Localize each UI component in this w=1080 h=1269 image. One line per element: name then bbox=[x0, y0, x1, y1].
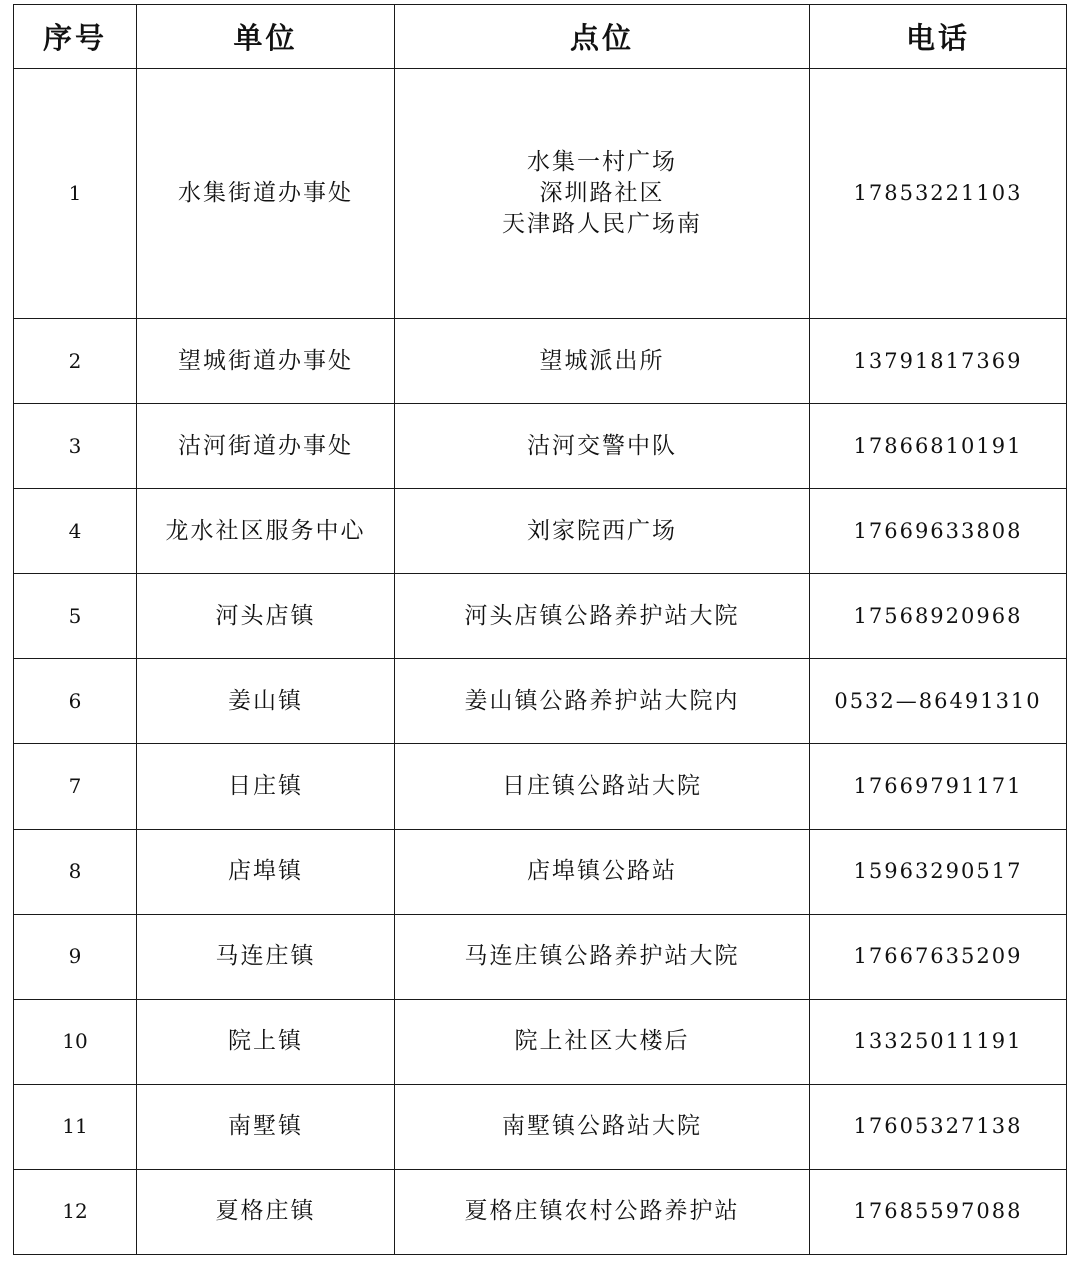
cell-index: 8 bbox=[14, 829, 137, 914]
cell-location bbox=[395, 574, 810, 659]
cell-index: 5 bbox=[14, 574, 137, 659]
cell-index: 6 bbox=[14, 659, 137, 744]
location-line: 天津路人民广场南 bbox=[502, 210, 702, 237]
cell-phone: 17853221103 bbox=[810, 69, 1067, 319]
header-index: 序号 bbox=[14, 5, 137, 69]
cell-phone: 0532—86491310 bbox=[810, 659, 1067, 744]
table-row bbox=[14, 829, 1067, 914]
location-line: 日庄镇公路站大院 bbox=[502, 772, 702, 799]
cell-location bbox=[395, 318, 810, 403]
cell-index: 4 bbox=[14, 489, 137, 574]
cell-phone: 17866810191 bbox=[810, 404, 1067, 489]
location-line: 马连庄镇公路养护站大院 bbox=[464, 943, 740, 970]
cell-unit: 沽河街道办事处 bbox=[137, 404, 395, 489]
cell-phone: 17605327138 bbox=[810, 1084, 1067, 1169]
location-line: 深圳路社区 bbox=[539, 179, 665, 206]
location-line: 姜山镇公路养护站大院内 bbox=[464, 687, 740, 714]
table-row bbox=[14, 744, 1067, 829]
cell-index: 10 bbox=[14, 999, 137, 1084]
table-row bbox=[14, 69, 1067, 319]
table-row bbox=[14, 489, 1067, 574]
cell-unit: 南墅镇 bbox=[137, 1084, 395, 1169]
table-row bbox=[14, 404, 1067, 489]
location-line: 河头店镇公路养护站大院 bbox=[464, 602, 740, 629]
table-header bbox=[14, 5, 1067, 69]
contact-table-container bbox=[13, 4, 1066, 1255]
cell-index: 3 bbox=[14, 404, 137, 489]
cell-unit: 马连庄镇 bbox=[137, 914, 395, 999]
cell-index: 12 bbox=[14, 1169, 137, 1254]
cell-location bbox=[395, 1084, 810, 1169]
cell-phone: 17667635209 bbox=[810, 914, 1067, 999]
cell-location bbox=[395, 829, 810, 914]
cell-unit: 河头店镇 bbox=[137, 574, 395, 659]
header-unit: 单位 bbox=[137, 5, 395, 69]
cell-location bbox=[395, 69, 810, 319]
location-line: 水集一村广场 bbox=[527, 148, 677, 175]
cell-unit: 夏格庄镇 bbox=[137, 1169, 395, 1254]
cell-unit: 望城街道办事处 bbox=[137, 318, 395, 403]
cell-location bbox=[395, 914, 810, 999]
cell-index: 11 bbox=[14, 1084, 137, 1169]
cell-unit: 院上镇 bbox=[137, 999, 395, 1084]
cell-unit: 水集街道办事处 bbox=[137, 69, 395, 319]
cell-unit: 店埠镇 bbox=[137, 829, 395, 914]
cell-phone: 17669791171 bbox=[810, 744, 1067, 829]
location-line: 店埠镇公路站 bbox=[527, 858, 677, 885]
cell-location bbox=[395, 404, 810, 489]
table-body bbox=[14, 69, 1067, 1255]
header-phone: 电话 bbox=[810, 5, 1067, 69]
table-row bbox=[14, 999, 1067, 1084]
cell-phone: 13791817369 bbox=[810, 318, 1067, 403]
location-line: 院上社区大楼后 bbox=[514, 1028, 690, 1055]
table-row bbox=[14, 318, 1067, 403]
header-location: 点位 bbox=[395, 5, 810, 69]
cell-unit: 龙水社区服务中心 bbox=[137, 489, 395, 574]
location-line: 望城派出所 bbox=[539, 347, 665, 374]
location-line: 沽河交警中队 bbox=[527, 432, 677, 459]
cell-phone: 17685597088 bbox=[810, 1169, 1067, 1254]
table-row bbox=[14, 1084, 1067, 1169]
cell-location bbox=[395, 489, 810, 574]
table-row bbox=[14, 914, 1067, 999]
contact-table bbox=[13, 4, 1067, 1255]
cell-phone: 15963290517 bbox=[810, 829, 1067, 914]
location-line: 南墅镇公路站大院 bbox=[502, 1113, 702, 1140]
table-row bbox=[14, 1169, 1067, 1254]
cell-index: 1 bbox=[14, 69, 137, 319]
location-line: 夏格庄镇农村公路养护站 bbox=[464, 1198, 740, 1225]
cell-unit: 姜山镇 bbox=[137, 659, 395, 744]
cell-location bbox=[395, 1169, 810, 1254]
location-line: 刘家院西广场 bbox=[527, 517, 677, 544]
table-row bbox=[14, 574, 1067, 659]
cell-location bbox=[395, 999, 810, 1084]
cell-index: 2 bbox=[14, 318, 137, 403]
cell-phone: 17568920968 bbox=[810, 574, 1067, 659]
cell-unit: 日庄镇 bbox=[137, 744, 395, 829]
table-row bbox=[14, 659, 1067, 744]
cell-phone: 17669633808 bbox=[810, 489, 1067, 574]
cell-index: 9 bbox=[14, 914, 137, 999]
cell-index: 7 bbox=[14, 744, 137, 829]
cell-location bbox=[395, 659, 810, 744]
header-row bbox=[14, 5, 1067, 69]
cell-location bbox=[395, 744, 810, 829]
cell-phone: 13325011191 bbox=[810, 999, 1067, 1084]
